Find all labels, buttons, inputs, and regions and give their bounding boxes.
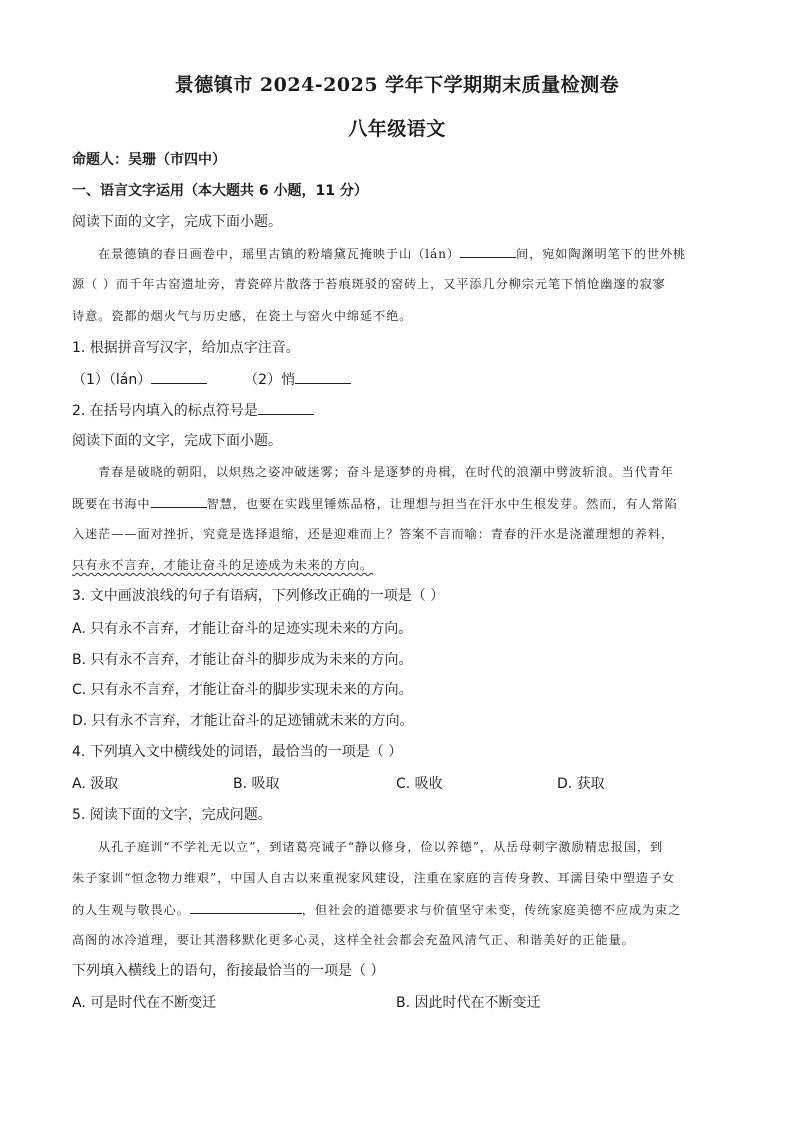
- reading-intro-2: 阅读下面的文字，完成下面小题。: [72, 433, 282, 449]
- passage-text: 智慧，也要在实践里锤炼品格，让理想与担当在汗水中生根发芽。然而，有人常陷: [206, 497, 678, 511]
- passage-1-line-1: [72, 243, 724, 264]
- reading-intro-1: 阅读下面的文字，完成下面小题。: [72, 214, 282, 230]
- answer-label: （1）（lán）: [72, 372, 152, 388]
- fill-blank[interactable]: [460, 243, 516, 258]
- passage-3-line-1: 从孔子庭训“不学礼无以立”，到诸葛亮诫子“静以修身，俭以养德”，从岳母刺字激励精忠报国，到: [98, 840, 664, 854]
- q3-option-c[interactable]: C. 只有永不言弃，才能让奋斗的脚步实现未来的方向。: [72, 682, 413, 698]
- passage-1-line-2: 源（ ）而千年古窑遗址旁，青瓷碎片散落于苔痕斑驳的窑砖上，又平添几分柳宗元笔下悄怆幽邃的寂寥: [72, 277, 666, 291]
- question-1-answers: [72, 369, 351, 390]
- passage-2-line-2: [72, 493, 724, 514]
- author-line: 命题人：吴珊（市四中）: [72, 152, 226, 168]
- q4-option-b[interactable]: B. 吸取: [233, 776, 280, 792]
- question-3: 3. 文中画波浪线的句子有语病，下列修改正确的一项是（ ）: [72, 588, 445, 604]
- fill-blank[interactable]: [190, 899, 302, 914]
- answer-label: （2）悄: [244, 372, 296, 388]
- question-text: 2. 在括号内填入的标点符号是: [72, 403, 258, 419]
- passage-3-line-4: 高阁的冰冷道理，要让其潜移默化更多心灵，这样全社会都会充盈风清气正、和谐美好的正能量。: [72, 933, 635, 947]
- q4-option-a[interactable]: A. 汲取: [72, 776, 119, 792]
- passage-1-line-3: 诗意。瓷都的烟火气与历史感，在瓷土与窑火中绵延不绝。: [72, 309, 413, 323]
- answer-blank[interactable]: [295, 369, 351, 384]
- passage-2-line-4: [72, 555, 724, 575]
- section-heading: 一、语言文字运用（本大题共 6 小题，11 分）: [72, 183, 368, 199]
- passage-text: 既要在书海中: [72, 497, 151, 511]
- question-5: 5. 阅读下面的文字，完成问题。: [72, 807, 272, 823]
- passage-text: 在景德镇的春日画卷中，瑶里古镇的粉墙黛瓦掩映于山（lán）: [98, 247, 460, 261]
- passage-2-line-1: 青春是破晓的朝阳，以炽热之姿冲破迷雾；奋斗是逐梦的舟楫，在时代的浪潮中劈波斩浪。当代青年: [98, 465, 674, 479]
- answer-blank[interactable]: [151, 369, 207, 384]
- exam-subtitle: 八年级语文: [348, 118, 446, 140]
- q5-option-b[interactable]: B. 因此时代在不断变迁: [396, 995, 541, 1011]
- question-5-prompt: 下列填入横线上的语句，衔接最恰当的一项是（ ）: [72, 963, 385, 979]
- question-4: 4. 下列填入文中横线处的词语，最恰当的一项是（ ）: [72, 744, 403, 760]
- fill-blank[interactable]: [151, 493, 207, 508]
- q3-option-b[interactable]: B. 只有永不言弃，才能让奋斗的脚步成为未来的方向。: [72, 652, 413, 668]
- q3-option-d[interactable]: D. 只有永不言弃，才能让奋斗的足迹铺就未来的方向。: [72, 713, 414, 729]
- passage-3-line-3: [72, 899, 724, 920]
- exam-title: 景德镇市 2024-2025 学年下学期期末质量检测卷: [174, 74, 620, 96]
- passage-3-line-2: 朱子家训“恒念物力维艰”，中国人自古以来重视家风建设，注重在家庭的言传身教、耳濡目染中塑造子女: [72, 871, 676, 885]
- answer-blank[interactable]: [258, 400, 314, 415]
- wavy-underlined-sentence: 只有永不言弃，才能让奋斗的足迹成为未来的方向。: [72, 558, 374, 572]
- q4-option-c[interactable]: C. 吸收: [396, 776, 443, 792]
- question-1: 1. 根据拼音写汉字，给加点字注音。: [72, 340, 300, 356]
- passage-text: 间，宛如陶渊明笔下的世外桃: [516, 247, 687, 261]
- q5-option-a[interactable]: A. 可是时代在不断变迁: [72, 995, 217, 1011]
- passage-2-line-3: 入迷茫——面对挫折，究竟是选择退缩，还是迎难而上？答案不言而喻：青春的汗水是浇灌理想的养料，: [72, 527, 675, 541]
- q3-option-a[interactable]: A. 只有永不言弃，才能让奋斗的足迹实现未来的方向。: [72, 621, 413, 637]
- passage-text: ，但社会的道德要求与价值坚守未变，传统家庭美德不应成为束之: [301, 903, 682, 917]
- q4-option-d[interactable]: D. 获取: [557, 776, 605, 792]
- question-2: [72, 400, 314, 421]
- passage-text: 的人生观与敬畏心。: [72, 903, 190, 917]
